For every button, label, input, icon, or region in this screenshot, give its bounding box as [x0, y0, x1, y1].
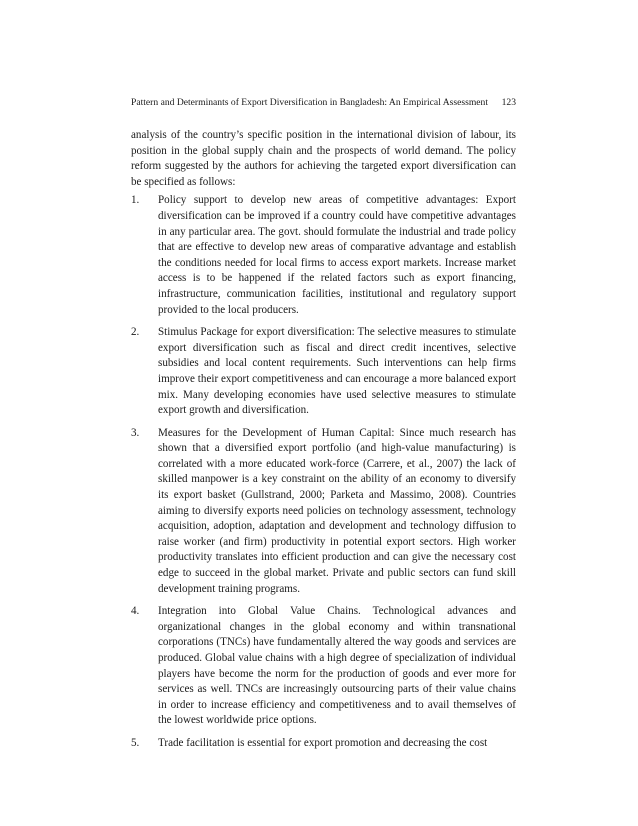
list-item-number: 3.: [131, 426, 140, 439]
intro-paragraph: analysis of the country’s specific position in the international division of labour, its position in the global supply chain and the prospects of world demand. The policy reform suggested by the authors for achieving the targeted export diversification can be specified as follows:: [131, 129, 516, 188]
list-item-text: Measures for the Development of Human Capital: Since much research has shown that a diversified export portfolio (and high-value manufacturing) is correlated with a more educated work-force (Carrere, et al., 2007) the lack of skilled manpower is a key constraint on the ability of an economy to diversify its export basket (Gullstrand, 2000; Parketa and Massimo, 2008). Countries aiming to diversify exports need policies on technology assessment, technology acquisition, adoption, adaptation and development and technology diffusion to raise worker (and firm) productivity in potential export sectors. High worker productivity translates into efficient production and can give the necessary cost edge to succeed in the global market. Private and public sectors can fund skill development training programs.: [158, 426, 516, 595]
list-item-number: 1.: [131, 194, 140, 207]
list-item: [131, 604, 516, 729]
page-number: 123: [501, 97, 516, 108]
policy-list: [131, 193, 516, 751]
list-item-number: 4.: [131, 605, 140, 618]
running-header-title: Pattern and Determinants of Export Diversification in Bangladesh: An Empirical Assessment: [131, 97, 489, 108]
list-item: [131, 325, 516, 419]
list-item: [131, 426, 516, 598]
list-item-text: Integration into Global Value Chains. Technological advances and organizational changes in the global economy and within transnational corporations (TNCs) have fundamentally altered the way goods and services are produced. Global value chains with a high degree of specialization of individual players have become the norm for the production of goods and ever more for services as well. TNCs are increasingly outsourcing parts of their value chains in order to increase efficiency and competitiveness and to avail themselves of the lowest worldwide price options.: [158, 605, 516, 727]
list-item-number: 2.: [131, 326, 140, 339]
list-item-text: Stimulus Package for export diversification: The selective measures to stimulate export diversification such as fiscal and direct credit incentives, selective subsidies and local content requirements. Such interventions can help firms improve their export competitiveness and can encourage a more balanced export mix. Many developing economies have used selective measures to stimulate export growth and diversification.: [158, 326, 516, 417]
list-item-number: 5.: [131, 736, 140, 749]
list-item-text: Policy support to develop new areas of competitive advantages: Export diversification can be improved if a country could have competitive advantages in any particular area. The govt. should formulate the industrial and trade policy that are effective to develop new areas of comparative advantage and establish the conditions needed for local firms to access export markets. Increase market access is to be happened if the related factors such as export financing, infrastructure, communication facilities, institutional and regulatory support provided to the local producers.: [158, 194, 516, 316]
body-text: [131, 128, 516, 759]
list-item: [131, 193, 516, 318]
running-header: [131, 96, 516, 110]
list-item: [131, 736, 516, 752]
list-item-text: Trade facilitation is essential for export promotion and decreasing the cost: [158, 736, 488, 749]
